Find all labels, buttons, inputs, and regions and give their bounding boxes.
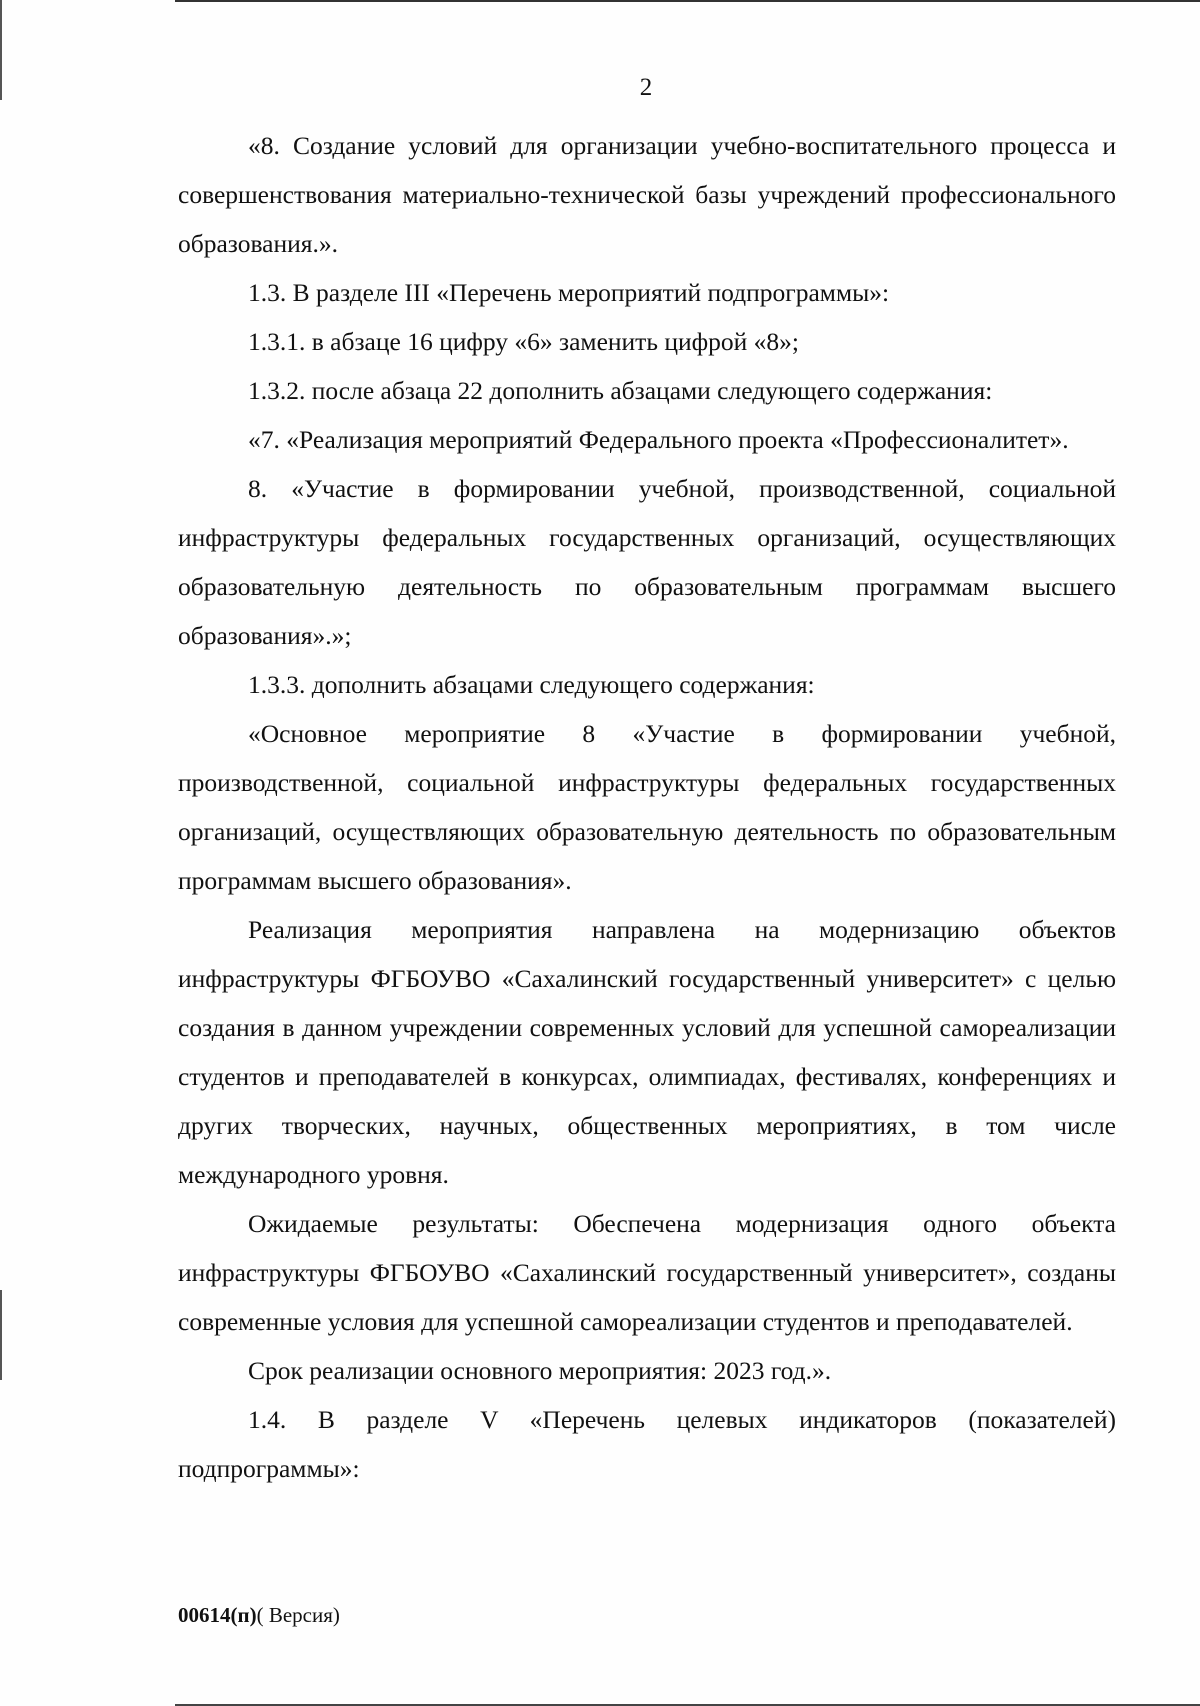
scan-edge-left-lower xyxy=(0,1290,2,1380)
document-body xyxy=(178,121,1116,1493)
page-number: 2 xyxy=(639,74,653,101)
paragraph-section-1-3: 1.3. В разделе III «Перечень мероприятий подпрограммы»: xyxy=(248,278,890,307)
document-version: ( Версия) xyxy=(256,1603,340,1627)
document-footer xyxy=(178,1603,340,1628)
paragraph-1-3-1: 1.3.1. в абзаце 16 цифру «6» заменить цифрой «8»; xyxy=(248,327,800,356)
paragraph-1-3-3: 1.3.3. дополнить абзацами следующего содержания: xyxy=(248,670,815,699)
paragraph-item-8: «8. Создание условий для организации учебно-воспитательного процесса и совершенствования материально-технической базы учреждений профессионального образования.». xyxy=(178,131,1116,258)
paragraph-implementation: Реализация мероприятия направлена на модернизацию объектов инфраструктуры ФГБОУВО «Сахалинский государственный университет» с целью создания в данном учреждении современных условий для успешной самореализации студентов и преподавателей в конкурсах, олимпиадах, фестивалях, конференциях и других творческих, научных, общественных мероприятиях, в том числе международного уровня. xyxy=(178,915,1116,1189)
paragraph-1-3-2: 1.3.2. после абзаца 22 дополнить абзацами следующего содержания: xyxy=(248,376,993,405)
paragraph-item-8-participation: 8. «Участие в формировании учебной, производственной, социальной инфраструктуры федеральных государственных организаций, осуществляющих образовательную деятельность по образовательным программам высшего образования».»; xyxy=(178,474,1116,650)
document-code: 00614(п) xyxy=(178,1603,257,1627)
scan-edge-top xyxy=(175,0,1200,2)
paragraph-section-1-4: 1.4. В разделе V «Перечень целевых индикаторов (показателей) подпрограммы»: xyxy=(178,1405,1116,1483)
paragraph-item-7: «7. «Реализация мероприятий Федерального проекта «Профессионалитет». xyxy=(248,425,1069,454)
paragraph-expected-results: Ожидаемые результаты: Обеспечена модернизация одного объекта инфраструктуры ФГБОУВО «Сахалинский государственный университет», созданы современные условия для успешной самореализации студентов и преподавателей. xyxy=(178,1209,1116,1336)
paragraph-implementation-term: Срок реализации основного мероприятия: 2023 год.». xyxy=(248,1356,832,1385)
paragraph-main-activity-8: «Основное мероприятие 8 «Участие в формировании учебной, производственной, социальной инфраструктуры федеральных государственных организаций, осуществляющих образовательную деятельность по образовательным программам высшего образования». xyxy=(178,719,1116,895)
